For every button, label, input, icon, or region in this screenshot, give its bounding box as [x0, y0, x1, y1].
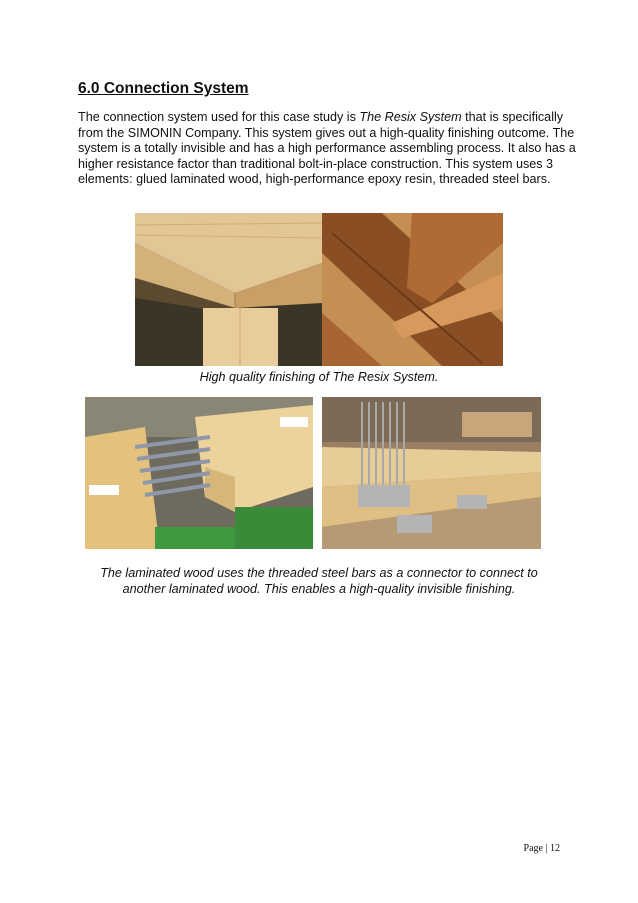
paragraph-emphasis: The Resix System: [359, 110, 462, 124]
figure-caption-2: [78, 566, 560, 597]
paragraph-text-1: The connection system used for this case study is: [78, 110, 360, 124]
section-heading: 6.0 Connection System: [78, 80, 249, 97]
photo-beam-intersection: [322, 213, 503, 366]
photo-glulam-corner-joint: [135, 213, 322, 366]
photo-glulam-workshop: [322, 397, 541, 549]
figure-caption-1: High quality finishing of The Resix System.: [199, 370, 439, 384]
page-number: Page | 12: [523, 843, 560, 854]
figure-caption-2-line-1: The laminated wood uses the threaded steel bars as a connector to connect to: [100, 566, 538, 580]
figure-caption-2-line-2: another laminated wood. This enables a high-quality invisible finishing.: [122, 581, 516, 596]
photo-threaded-bars-connection: [85, 397, 313, 549]
paragraph-text-2: that is specifically from the SIMONIN Company. This system gives out a high-quality finishing outcome. The system is a totally invisible and has a high performance assembling process. It also has a higher resistance factor than traditional bolt-in-place construction. This system uses 3 elements: glued laminated wood, high-performance epoxy resin, threaded steel bars.: [78, 110, 576, 187]
body-paragraph: [78, 110, 578, 188]
